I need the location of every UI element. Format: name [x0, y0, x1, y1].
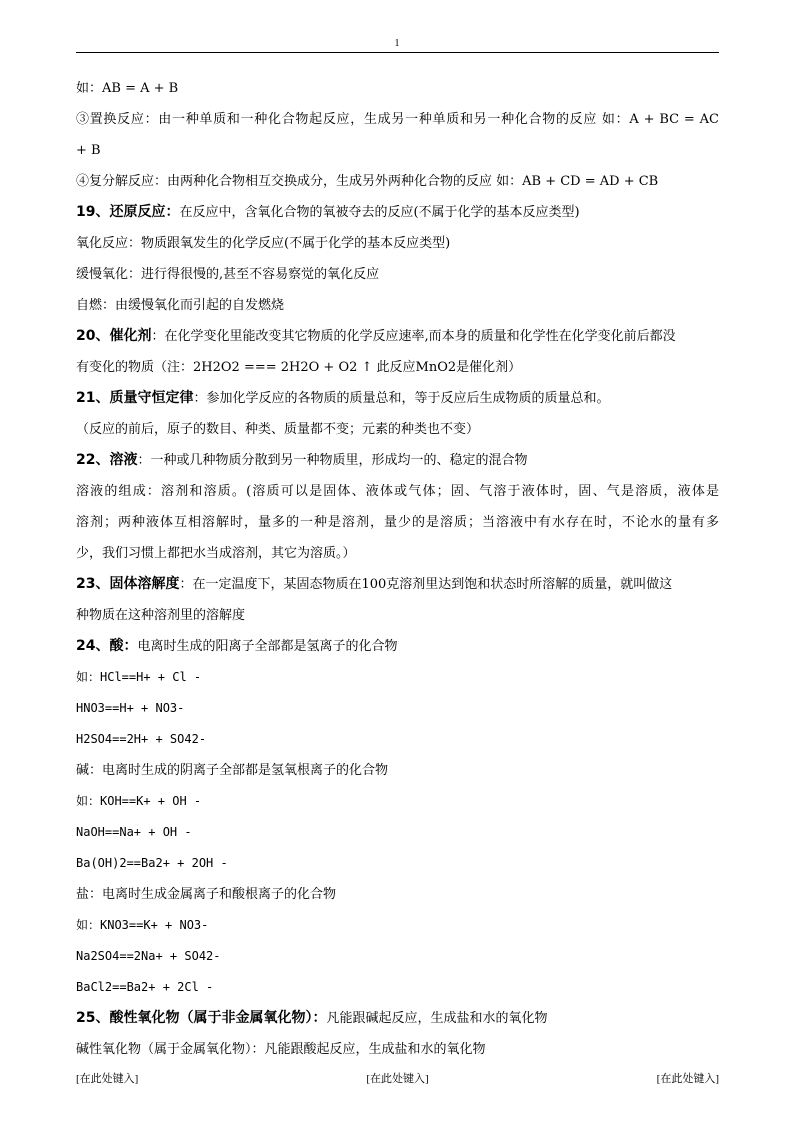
text-line: 氧化反应：物质跟氧发生的化学反应(不属于化学的基本反应类型) [76, 236, 451, 251]
footer-placeholder-center[interactable]: [在此处键入] [366, 1073, 429, 1085]
definition-20 [76, 321, 719, 352]
term-label: 24、酸： [76, 638, 138, 654]
text-line: ④复分解反应：由两种化合物相互交换成分，生成另外两种化合物的反应 如：AB + CD = AD + CB [76, 174, 659, 189]
text-line: 种物质在这种溶剂里的溶解度 [76, 608, 246, 623]
text-line: 碱：电离时生成的阴离子全部都是氢氧根离子的化合物 [76, 763, 389, 778]
text-line: 少，我们习惯上都把水当成溶剂，其它为溶质。） [76, 546, 356, 561]
text-line: 缓慢氧化：进行得很慢的,甚至不容易察觉的氧化反应 [76, 267, 380, 282]
text-line: ③置换反应：由一种单质和一种化合物起反应，生成另一种单质和另一种化合物的反应 如：A + BC = AC [76, 112, 719, 127]
definition-25 [76, 1003, 719, 1034]
equation-line: NaOH==Na+ + OH - [76, 825, 192, 839]
term-text: ：在化学变化里能改变其它物质的化学反应速率,而本身的质量和化学性在化学变化前后都没 [151, 329, 676, 344]
equation-line: BaCl2==Ba2+ + 2Cl - [76, 980, 214, 994]
term-text: 在反应中，含氧化合物的氧被夺去的反应(不属于化学的基本反应类型) [179, 205, 580, 220]
text-line: 如：AB = A + B [76, 81, 179, 96]
term-label: 22、溶液 [76, 452, 138, 468]
term-label: 25、酸性氧化物（属于非金属氧化物）： [76, 1010, 327, 1026]
definition-22 [76, 445, 719, 476]
text-line: （反应的前后，原子的数目、种类、质量都不变；元素的种类也不变） [76, 422, 480, 437]
equation-line: 如：KOH==K+ + OH - [76, 794, 202, 808]
equation-line: 如：HCl==H+ + Cl - [76, 670, 202, 684]
text-line: 盐：电离时生成金属离子和酸根离子的化合物 [76, 887, 337, 902]
term-text: ：在一定温度下，某固态物质在100克溶剂里达到饱和状态时所溶解的质量，就叫做这 [179, 577, 673, 592]
equation-line: H2SO4==2H+ + SO42- [76, 732, 207, 746]
term-label: 20、催化剂 [76, 328, 152, 344]
header-rule [76, 52, 719, 53]
text-line: 溶液的组成：溶剂和溶质。(溶质可以是固体、液体或气体；固、气溶于液体时，固、气是溶质，液体是 [76, 484, 719, 499]
term-label: 19、还原反应： [76, 204, 180, 220]
text-line: 有变化的物质（注：2H2O2 === 2H2O + O2 ↑ 此反应MnO2是催化剂） [76, 360, 522, 375]
term-label: 23、固体溶解度 [76, 576, 180, 592]
definition-24 [76, 631, 719, 662]
definition-19 [76, 197, 719, 228]
term-text: ：参加化学反应的各物质的质量总和，等于反应后生成物质的质量总和。 [193, 391, 610, 406]
definition-23 [76, 569, 719, 600]
equation-line: 如：KNO3==K+ + NO3- [76, 918, 209, 932]
equation-line: Na2SO4==2Na+ + SO42- [76, 949, 221, 963]
term-label: 21、质量守恒定律 [76, 390, 194, 406]
equation-line: HNO3==H+ + NO3- [76, 701, 185, 715]
term-text: ：一种或几种物质分散到另一种物质里，形成均一的、稳定的混合物 [137, 453, 528, 468]
term-text: 凡能跟碱起反应，生成盐和水的氧化物 [326, 1011, 548, 1026]
text-line: 溶剂；两种液体互相溶解时，量多的一种是溶剂，量少的是溶质；当溶液中有水存在时，不论水的量有多 [76, 515, 719, 530]
document-body [76, 73, 719, 1065]
term-text: 电离时生成的阳离子全部都是氢离子的化合物 [137, 639, 398, 654]
footer-placeholder-left[interactable]: [在此处键入] [76, 1073, 139, 1085]
text-line: 碱性氧化物（属于金属氧化物）：凡能跟酸起反应，生成盐和水的氧化物 [76, 1042, 486, 1057]
text-line: + B [76, 143, 101, 158]
text-line: 自燃：由缓慢氧化而引起的自发燃烧 [76, 298, 285, 313]
definition-21 [76, 383, 719, 414]
equation-line: Ba(OH)2==Ba2+ + 2OH - [76, 856, 228, 870]
footer-placeholder-right[interactable]: [在此处键入] [656, 1073, 719, 1085]
page-number: 1 [394, 38, 400, 49]
